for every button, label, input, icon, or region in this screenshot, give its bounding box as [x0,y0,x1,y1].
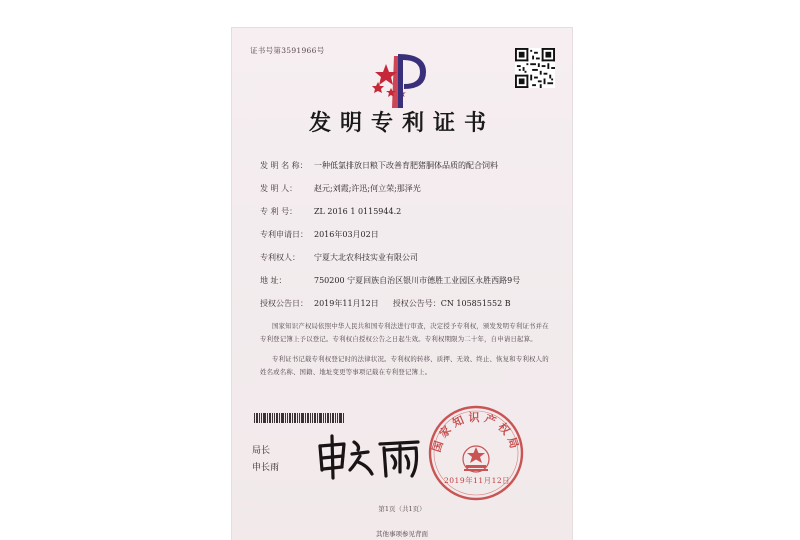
qr-code-icon [515,48,555,88]
certificate-title: 发明专利证书 [308,110,495,136]
handwritten-signature [314,432,434,480]
barcode-icon [254,413,344,423]
legal-status-paragraph: 专利证书记载专利权登记时的法律状况。专利权的转移、质押、无效、终止、恢复和专利权人的姓名或名称、国籍、地址变更等事项记载在专利登记簿上。 [260,355,549,376]
grant-date-label: 授权公告日： [260,299,308,308]
svg-text:国家知识产权局: 国家知识产权局 [429,411,523,454]
official-seal-icon [426,403,526,503]
field-address [260,275,520,286]
field-label: 发 明 名 称： [260,161,308,170]
field-value: 750200 宁夏回族自治区银川市德胜工业园区永胜西路9号 [314,276,521,285]
director-title: 局长 [252,446,271,456]
field-value: 2016年03月02日 [314,230,379,239]
field-value: 一种低氯排放日粮下改善育肥猪胴体品质的配合饲料 [314,161,498,170]
field-value: 宁夏大北农科技实业有限公司 [314,253,418,262]
field-label: 地 址： [260,276,287,285]
field-label: 专利权人： [260,253,300,262]
field-inventors [260,183,421,194]
field-label: 专利申请日： [260,230,308,239]
grant-pub-value: CN 105851552 B [440,299,511,308]
footer-note: 其他事项参见背面 [376,530,428,538]
field-patentee [260,252,418,263]
certificate-page [232,28,572,540]
grant-statement-paragraph: 国家知识产权局依照中华人民共和国专利法进行审查，决定授予专利权，颁发发明专利证书并在专利登记簿上予以登记。专利权自授权公告之日起生效。专利权期限为二十年，自申请日起算。 [260,322,549,343]
grant-pub-label: 授权公告号： [392,299,441,308]
page-number: 第1页（共1页） [378,505,426,513]
field-invention-name [260,160,498,171]
certificate-number: 证书号第3591966号 [250,46,325,55]
field-value: ZL 2016 1 0115944.2 [314,207,402,216]
field-label: 专 利 号： [260,207,298,216]
field-patent-number [260,206,401,217]
field-value: 赵元;刘霞;许迅;何立荣;那泽光 [314,184,421,193]
director-name: 申长雨 [252,463,280,473]
seal-date: 2019年11月12日 [444,476,511,485]
field-application-date [260,229,379,240]
field-label: 发 明 人： [260,184,298,193]
grant-date-value: 2019年11月12日 [314,299,379,308]
field-grant [260,298,511,309]
